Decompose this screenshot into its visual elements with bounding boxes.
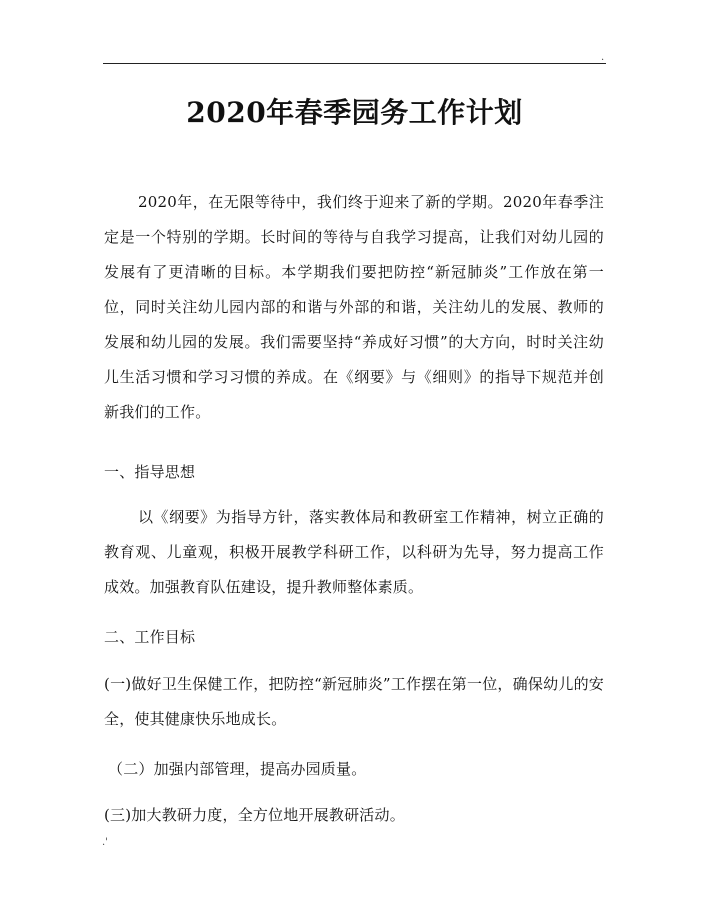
intro-paragraph: 2020年，在无限等待中，我们终于迎来了新的学期。2020年春季注定是一个特别的学期。长时间的等待与自我学习提高，让我们对幼儿园的发展有了更清晰的目标。本学期我们要把防控“新冠肺炎”工作放在第一位，同时关注幼儿园内部的和谐与外部的和谐，关注幼儿的发展、教师的发展和幼儿园的发展。我们需要坚持“养成好习惯”的大方向，时时关注幼儿生活习惯和学习习惯的养成。在《纲要》与《细则》的指导下规范并创新我们的工作。 [104, 193, 604, 421]
section-heading-work-goals: 二、工作目标 [104, 628, 196, 646]
work-goal-item-1: (一)做好卫生保健工作，把防控“新冠肺炎”工作摆在第一位，确保幼儿的安全，使其健康快乐地成长。 [104, 675, 604, 728]
footer-corner-mark: .' [102, 837, 108, 848]
page-title: 2020年春季园务工作计划 [186, 96, 523, 129]
work-goal-item-2: （二）加强内部管理，提高办园质量。 [108, 760, 367, 778]
guiding-ideology-paragraph: 以《纲要》为指导方针，落实教体局和教研室工作精神，树立正确的教育观、儿童观，积极开展教学科研工作，以科研为先导，努力提高工作成效。加强教育队伍建设，提升教师整体素质。 [104, 508, 604, 596]
header-corner-mark: . [601, 52, 605, 63]
work-goal-item-3: (三)加大教研力度，全方位地开展教研活动。 [104, 806, 405, 824]
section-heading-guiding-ideology: 一、指导思想 [104, 463, 196, 481]
header-rule [103, 63, 606, 64]
